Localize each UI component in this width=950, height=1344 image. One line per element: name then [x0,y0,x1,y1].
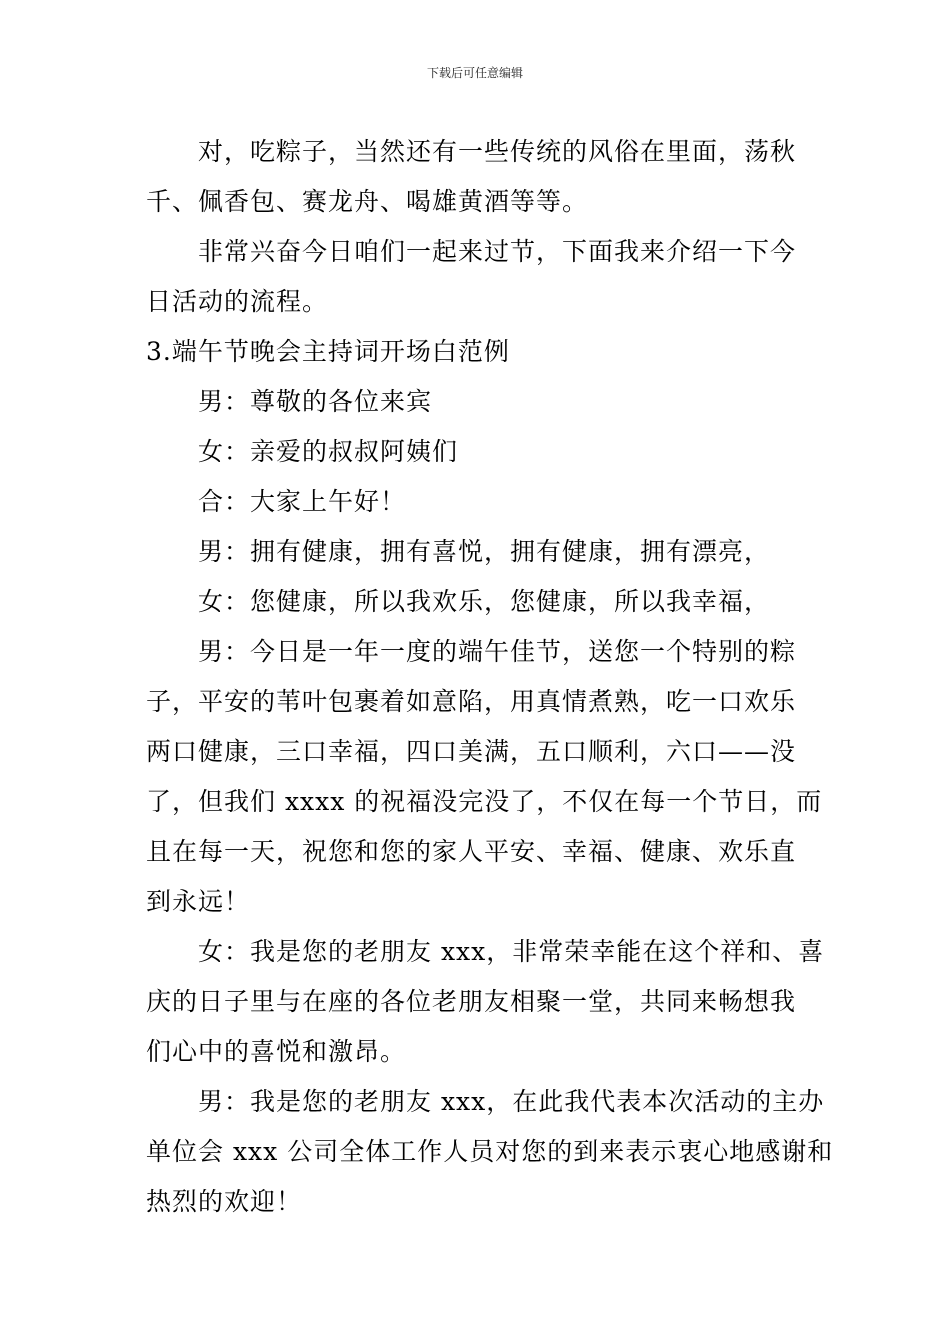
text-line: 男：我是您的老朋友 xxx，在此我代表本次活动的主办 [198,1087,825,1116]
text-line: 对，吃粽子，当然还有一些传统的风俗在里面，荡秋 [198,137,797,166]
text-line: 了，但我们 xxxx 的祝福没完没了，不仅在每一个节日，而 [146,787,823,816]
text-line: 千、佩香包、赛龙舟、喝雄黄酒等等。 [146,187,589,216]
text-line: 且在每一天，祝您和您的家人平安、幸福、健康、欢乐直 [146,837,797,866]
text-line: 女：您健康，所以我欢乐，您健康，所以我幸福， [198,587,771,616]
text-line: 女：亲爱的叔叔阿姨们 [198,437,459,466]
text-line: 男：拥有健康，拥有喜悦，拥有健康，拥有漂亮， [198,537,771,566]
text-line: 子，平安的苇叶包裹着如意陷，用真情煮熟，吃一口欢乐 [146,687,797,716]
text-line: 非常兴奋今日咱们一起来过节，下面我来介绍一下今 [198,237,797,266]
text-line: 到永远！ [146,887,251,916]
text-line: 男：尊敬的各位来宾 [198,387,433,416]
text-line: 日活动的流程。 [146,287,329,316]
text-line: 两口健康，三口幸福，四口美满，五口顺利，六口——没 [146,737,797,766]
text-line: 庆的日子里与在座的各位老朋友相聚一堂，共同来畅想我 [146,987,797,1016]
document-body [146,127,834,1227]
text-line: 单位会 xxx 公司全体工作人员对您的到来表示衷心地感谢和 [146,1137,834,1166]
text-line: 合：大家上午好！ [198,487,407,516]
text-line: 们心中的喜悦和激昂。 [146,1037,407,1066]
header-note: 下载后可任意编辑 [426,66,523,80]
section-heading: 3.端午节晚会主持词开场白范例 [146,337,510,366]
text-line: 女：我是您的老朋友 xxx，非常荣幸能在这个祥和、喜 [198,937,825,966]
text-line: 男：今日是一年一度的端午佳节，送您一个特别的粽 [198,637,797,666]
text-line: 热烈的欢迎！ [146,1187,303,1216]
